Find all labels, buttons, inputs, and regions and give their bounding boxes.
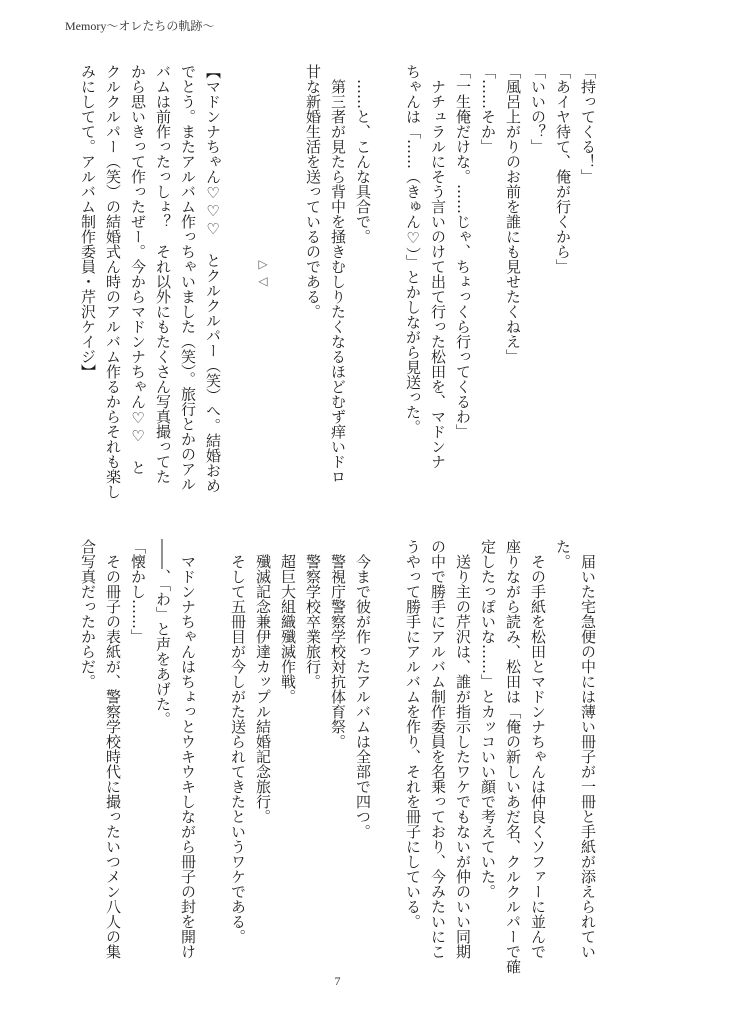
text-column: 「持ってくる！」 — [579, 64, 597, 184]
running-header: Memory〜オレたちの軌跡〜 — [65, 19, 215, 33]
text-column: 定したっぽいな……」とカッコいい顔で考えていた。 — [479, 539, 497, 899]
text-column: ちゃんは「……（きゅん♡）」とかしながら見送った。 — [404, 64, 422, 435]
list-item: 殲滅記念兼伊達カップル結婚記念旅行。 — [254, 539, 272, 824]
text-column: 今まで彼が作ったアルバムは全部で四つ。 — [354, 539, 372, 839]
text-column: 「いいの？」 — [529, 64, 547, 154]
text-column: バムは前作ったっしょ？ それ以外にもたくさん写真撮ってた — [154, 64, 172, 484]
text-column: 「懐かし……」 — [129, 539, 147, 644]
text-column: 合写真だったからだ。 — [79, 539, 97, 689]
upper-text-block — [75, 64, 600, 499]
lower-text-block — [75, 539, 600, 974]
letter-message — [75, 64, 225, 499]
opening-scene — [75, 539, 200, 959]
text-column: その手紙を松田とマドンナちゃんは仲良くソファーに並んで — [529, 539, 547, 959]
text-column: 「一生俺だけな。……じゃ、ちょっくら行ってくるわ」 — [454, 64, 472, 439]
narration-paragraph — [300, 64, 375, 484]
text-column: 送り主の芹沢は、誰が指示したワケでもないが仲のいい同期 — [454, 539, 472, 959]
text-column: 「風呂上がりのお前を誰にも見せたくねえ」 — [504, 64, 522, 364]
dialogue-scene — [400, 64, 600, 484]
text-column: みにしてて。アルバム制作委員・芹沢ケイジ】 — [79, 64, 97, 379]
blank-column — [375, 64, 400, 484]
text-column: 第三者が見たら背中を掻きむしりたくなるほどむず痒いドロ — [329, 64, 347, 484]
list-item: 警察学校卒業旅行。 — [304, 539, 322, 689]
blank-column — [275, 64, 300, 484]
page-number: 7 — [334, 974, 341, 988]
text-column: うやって勝手にアルバムを作り、それを冊子にしている。 — [404, 539, 422, 929]
text-column: マドンナちゃんはちょっとウキウキしながら冊子の封を開け — [179, 539, 197, 959]
text-column: 甘な新婚生活を送っているのである。 — [304, 64, 322, 319]
text-column: ……と、こんな具合で。 — [354, 64, 372, 244]
text-column: の中で勝手にアルバム制作委員を名乗っており、今みたいにこ — [429, 539, 447, 959]
text-column: そして五冊目が今しがた送られてきたというワケである。 — [229, 539, 247, 944]
text-column: 届いた宅急便の中には薄い冊子が一冊と手紙が添えられてい — [579, 539, 597, 959]
scene-break-separator: ▷◁ — [256, 257, 270, 291]
text-column: ナチュラルにそう言いのけて出て行った松田を、マドンナ — [429, 64, 447, 469]
text-column: ――、「わ」と声をあげた。 — [154, 539, 172, 727]
delivery-paragraph — [400, 539, 600, 974]
list-item: 警視庁警察学校対抗体育祭。 — [329, 539, 347, 749]
text-column: その冊子の表紙が、警察学校時代に撮ったいつメン八人の集 — [104, 539, 122, 959]
text-column: クルクルパー（笑）の結婚式ん時のアルバム作るからそれも楽し — [104, 64, 122, 499]
text-column: 座りながら読み、松田は「俺の新しいあだ名、クルクルパーで確 — [504, 539, 522, 974]
text-column: 「……そか」 — [479, 64, 497, 154]
text-column: から思いきって作ったぜー。今からマドンナちゃん♡♡ と — [129, 64, 147, 475]
text-column: でとう。またアルバム作っちゃいました（笑）。旅行とかのアル — [179, 64, 197, 492]
blank-column — [200, 539, 225, 959]
blank-column — [225, 64, 250, 484]
album-list — [225, 539, 375, 959]
text-column: 「あイヤ待て、俺が行くから」 — [554, 64, 572, 274]
blank-column — [375, 539, 400, 959]
text-column: た。 — [554, 539, 572, 569]
list-item: 超巨大組織殲滅作戦。 — [279, 539, 297, 704]
text-column: 【マドンナちゃん♡♡♡ とクルクルパー（笑）へ。結婚おめ — [204, 64, 222, 493]
